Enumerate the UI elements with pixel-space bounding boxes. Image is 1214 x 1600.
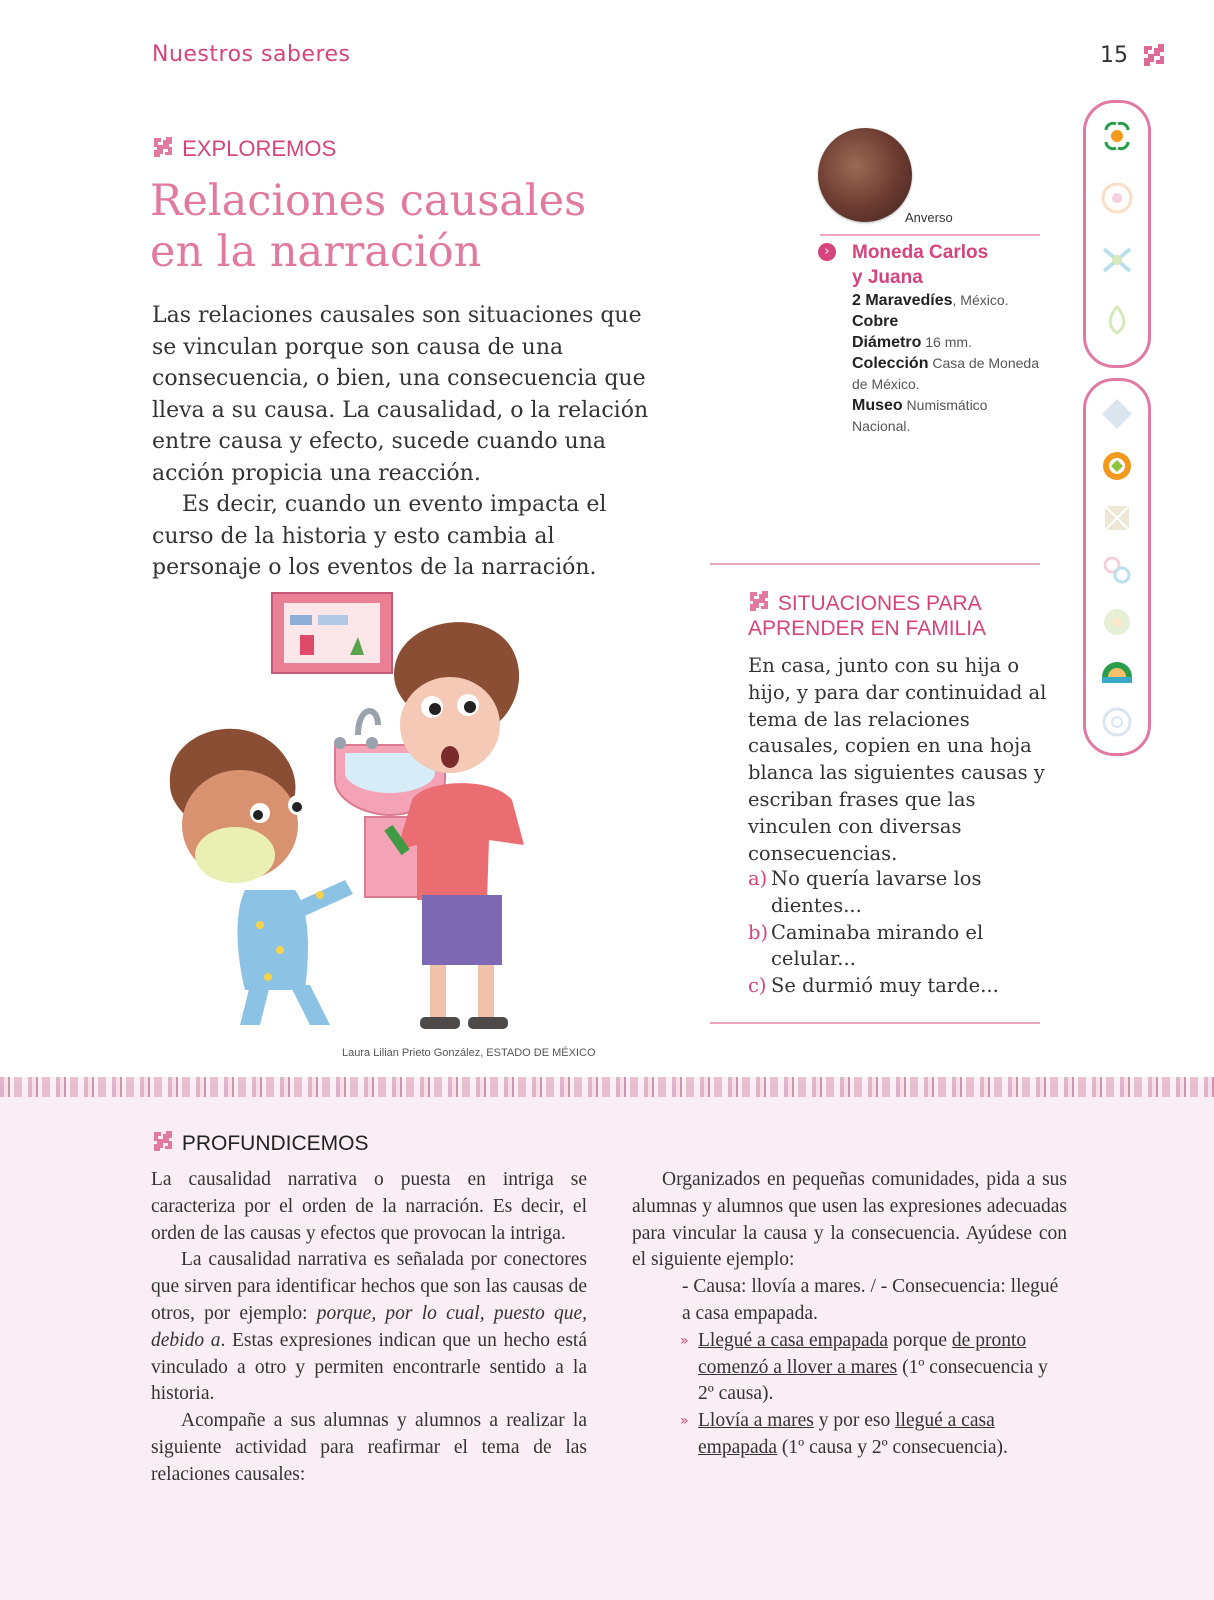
- bullet-arrow-icon: »: [680, 1413, 689, 1430]
- side-tab-axis6[interactable]: [1098, 653, 1136, 691]
- explore-body: [152, 300, 652, 584]
- side-tab-field3[interactable]: [1098, 241, 1136, 279]
- axis-spiral-icon: [1098, 703, 1136, 741]
- ornament-glyph-icon: [748, 590, 772, 612]
- lesson-title-line2: en la narración: [150, 227, 482, 277]
- section-heading-deepen: [152, 1130, 369, 1156]
- list-marker: c): [748, 974, 767, 998]
- side-tab-axis7[interactable]: [1098, 703, 1136, 741]
- children-brushing-teeth-illustration: [150, 585, 570, 1045]
- order-note: (1º causa y 2º consecuencia).: [777, 1436, 1008, 1458]
- coin-collection-value: Casa de Moneda de México.: [852, 355, 1039, 392]
- side-tab-field2[interactable]: [1098, 179, 1136, 217]
- running-head: Nuestros saberes: [152, 42, 351, 67]
- divider: [710, 1022, 1040, 1024]
- list-item: [632, 1408, 1067, 1462]
- side-nav-group-1: [1083, 100, 1151, 368]
- coin-denomination: 2 Maravedíes: [852, 292, 953, 309]
- coin-photo: [818, 128, 912, 222]
- section-heading-explore: [152, 136, 336, 162]
- field-humano-icon: [1098, 301, 1136, 339]
- underlined-cause: Llovía a mares: [698, 1410, 814, 1432]
- page-number-text: 15: [1100, 43, 1128, 68]
- coin-denomination-place: , México.: [952, 292, 1009, 308]
- list-item-text: Caminaba mirando el celular...: [771, 920, 984, 971]
- underlined-consequence: llegué a casa empapada: [698, 1410, 995, 1458]
- bullet-arrow-icon: »: [680, 1332, 689, 1349]
- coin-museum-label: Museo: [852, 397, 903, 414]
- connector-text: porque: [888, 1329, 952, 1351]
- list-item-text: [698, 1328, 1067, 1408]
- axis-square-icon: [1098, 499, 1136, 537]
- deepen-paragraph-3: Acompañe a sus alumnas y alumnos a realizar la siguiente actividad para reafirmar el tema de las relaciones causales:: [151, 1410, 587, 1485]
- side-tab-axis3[interactable]: [1098, 499, 1136, 537]
- connector-text: y por eso: [813, 1410, 896, 1432]
- list-marker: a): [748, 867, 768, 890]
- section-heading-family-line2: APRENDER EN FAMILIA: [748, 617, 987, 640]
- coin-details: [852, 290, 1042, 437]
- coin-title-line2: y Juana: [852, 267, 923, 288]
- coin-diameter-value: 16 mm.: [921, 334, 972, 350]
- deepen-paragraph-2: [151, 1247, 587, 1408]
- side-tab-axis5[interactable]: [1098, 603, 1136, 641]
- list-item: [632, 1328, 1067, 1408]
- family-instructions: En casa, junto con su hija o hijo, y para dar continuidad al tema de las relaciones causales, copien en una hoja blanca las siguientes causas y escriban frases que las vinculen con diversas consecuencias.: [748, 654, 1047, 865]
- list-item: [748, 920, 1048, 974]
- list-item-text: Se durmió muy tarde...: [771, 974, 999, 998]
- page-number: [1100, 42, 1167, 68]
- illustration-credit: Laura Lilian Prieto González, ESTADO DE MÉXICO: [342, 1047, 596, 1059]
- axis-links-icon: [1098, 551, 1136, 589]
- family-causes-list: [748, 866, 1048, 1000]
- ornament-glyph-icon: [1141, 42, 1167, 66]
- coin-side-label: Anverso: [905, 210, 953, 225]
- list-item-text: [698, 1408, 1067, 1462]
- side-tab-axis2[interactable]: [1098, 447, 1136, 485]
- list-item: [748, 866, 1048, 920]
- underlined-cause: de pronto comenzó a llover a mares: [698, 1329, 1027, 1378]
- deepen-paragraph-4: Organizados en pequeñas comunidades, pida a sus alumnas y alumnos que usen las expresiones adecuadas para vincular la causa y la consecuencia. Ayúdese con el siguiente ejemplo:: [632, 1169, 1067, 1271]
- deepen-paragraph-2-start: La causalidad narrativa es señalada por conectores que sirven para identificar hechos que son las causas de otros, por ejemplo:: [151, 1249, 587, 1324]
- divider: [820, 234, 1040, 236]
- field-saberes-icon: [1098, 179, 1136, 217]
- order-note: (1º consecuencia y 2º causa).: [698, 1356, 1048, 1405]
- axis-ring-icon: [1098, 447, 1136, 485]
- lesson-title: [150, 176, 670, 278]
- section-heading-family-line1: SITUACIONES PARA: [777, 592, 982, 615]
- explore-paragraph-2: Es decir, cuando un evento impacta el curso de la historia y esto cambia al personaje o los eventos de la narración.: [152, 492, 607, 580]
- deepen-paragraph-2-end: . Estas expresiones indican que un hecho está vinculado a otro y permiten encontrarle sentido a la historia.: [151, 1329, 587, 1405]
- axis-flower-icon: [1098, 603, 1136, 641]
- coin-museum-value: Numismático Nacional.: [852, 397, 988, 434]
- coin-material: Cobre: [852, 313, 899, 330]
- list-item-text: No quería lavarse los dientes...: [771, 867, 982, 917]
- section-heading-family: [748, 590, 1048, 641]
- coin-collection-label: Colección: [852, 355, 929, 372]
- side-tab-field1[interactable]: [1098, 117, 1136, 155]
- coin-title-line1: Moneda Carlos: [852, 242, 989, 263]
- cause-consequence-example: - Causa: llovía a mares. / - Consecuencia: llegué a casa empapada.: [682, 1276, 1059, 1324]
- deepen-column-2: [632, 1167, 1067, 1462]
- side-nav-group-2: [1083, 378, 1151, 756]
- connectors-examples: porque, por lo cual, puesto que, debido a: [151, 1302, 587, 1351]
- side-tab-axis4[interactable]: [1098, 551, 1136, 589]
- lesson-title-line1: Relaciones causales: [150, 176, 587, 226]
- field-lenguajes-icon: [1098, 117, 1136, 155]
- coin-diameter-label: Diámetro: [852, 334, 922, 351]
- deepen-paragraph-1: La causalidad narrativa o puesta en intriga se caracteriza por el orden de la narración. Es decir, el orden de las causas y efectos que provocan la intriga.: [151, 1169, 587, 1244]
- ornament-glyph-icon: [152, 136, 176, 158]
- deepen-column-1: [151, 1167, 587, 1489]
- divider: [710, 563, 1040, 565]
- ornament-glyph-icon: [152, 1130, 176, 1152]
- axis-diamond-icon: [1098, 395, 1136, 433]
- field-etica-icon: [1098, 241, 1136, 279]
- chevron-right-icon: ›: [818, 243, 836, 261]
- section-heading-deepen-text: PROFUNDICEMOS: [181, 1132, 369, 1155]
- axis-hill-icon: [1098, 653, 1136, 691]
- section-heading-explore-text: EXPLOREMOS: [182, 136, 337, 161]
- side-tab-field4[interactable]: [1098, 301, 1136, 339]
- list-item: [748, 973, 1048, 1000]
- coin-title: [852, 240, 1042, 290]
- underlined-consequence: Llegué a casa empapada: [698, 1329, 889, 1351]
- decorative-border-band: [0, 1077, 1214, 1097]
- side-tab-axis1[interactable]: [1098, 395, 1136, 433]
- list-marker: b): [748, 920, 769, 944]
- explore-paragraph-1: Las relaciones causales son situaciones que se vinculan porque son causa de una consecuencia, o bien, una consecuencia que lleva a su causa. La causalidad, o la relación entre causa y efecto, sucede cuando una acción propicia una reacción.: [152, 303, 649, 486]
